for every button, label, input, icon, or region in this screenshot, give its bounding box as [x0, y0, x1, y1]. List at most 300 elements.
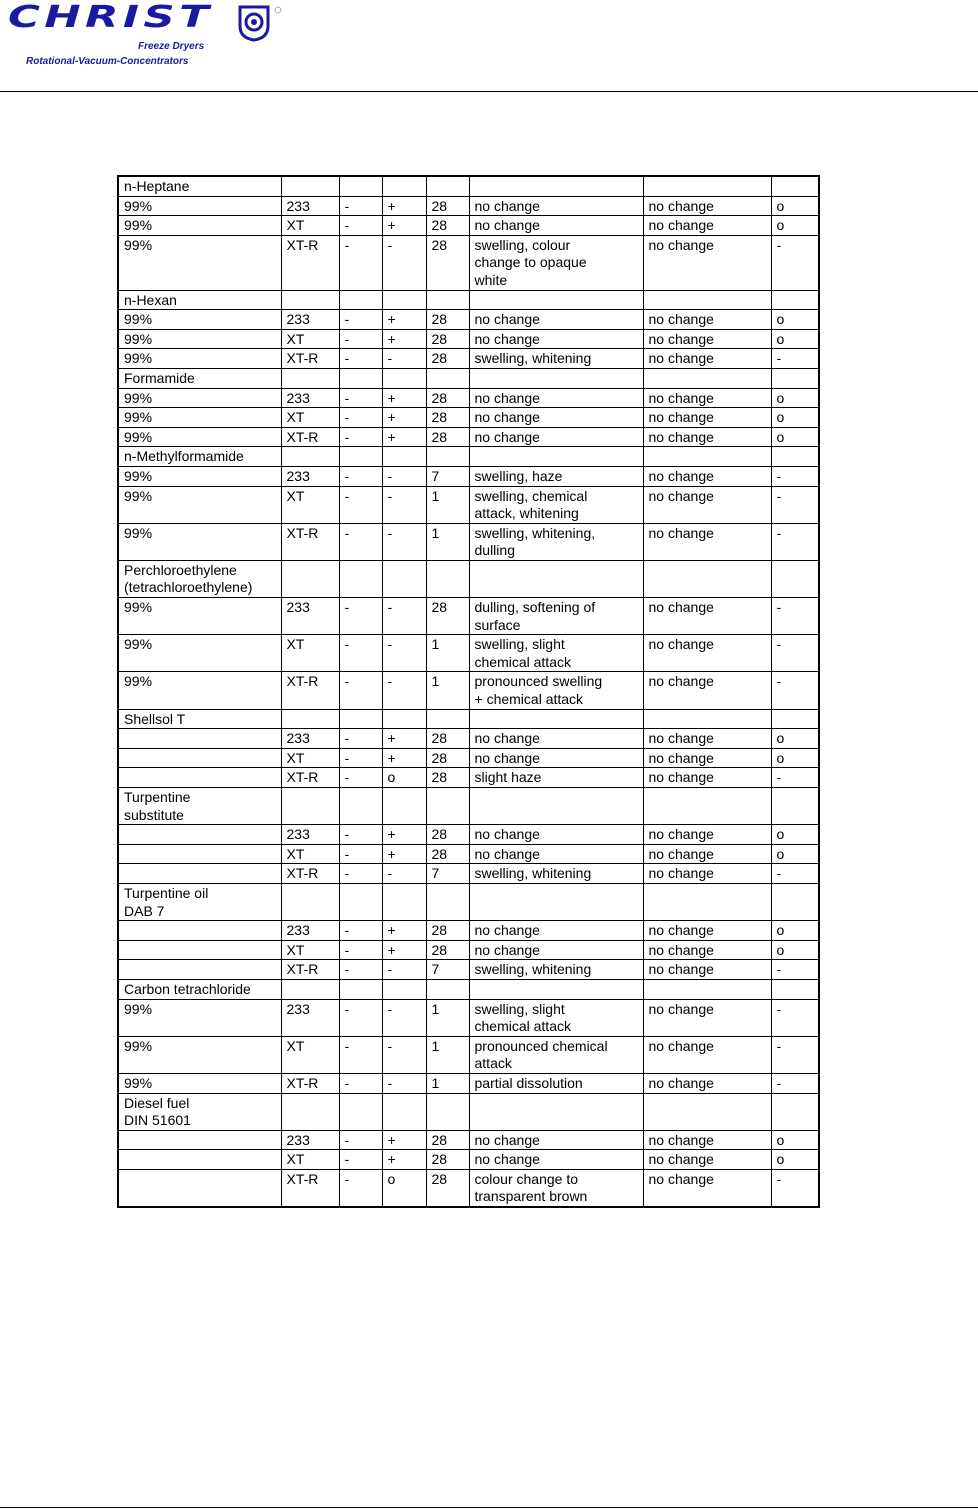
effect-cell: no change: [469, 844, 643, 864]
effect-cell: [469, 560, 643, 597]
table-row: [118, 635, 819, 672]
col4-cell: +: [382, 196, 426, 216]
days-cell: 28: [426, 216, 469, 236]
col4-cell: +: [382, 427, 426, 447]
effect-cell: no change: [469, 408, 643, 428]
substance-cell: [118, 748, 281, 768]
col3-cell: [339, 560, 382, 597]
effect-cell: no change: [469, 921, 643, 941]
chemical-resistance-table: [117, 175, 820, 1208]
material-cell: XT: [281, 408, 339, 428]
substance-cell: 99%: [118, 216, 281, 236]
table-row: [118, 940, 819, 960]
col3-cell: [339, 368, 382, 388]
material-cell: XT: [281, 635, 339, 672]
mechanical-cell: no change: [643, 310, 771, 330]
effect-cell: no change: [469, 216, 643, 236]
col3-cell: -: [339, 349, 382, 369]
days-cell: 28: [426, 748, 469, 768]
substance-header-row: [118, 176, 819, 196]
col3-cell: [339, 709, 382, 729]
rating-cell: [771, 788, 819, 825]
col4-cell: [382, 560, 426, 597]
rating-cell: [771, 883, 819, 920]
substance-cell: 99%: [118, 999, 281, 1036]
mechanical-cell: no change: [643, 1169, 771, 1207]
mechanical-cell: [643, 883, 771, 920]
substance-header-row: [118, 979, 819, 999]
days-cell: [426, 709, 469, 729]
material-cell: XT-R: [281, 960, 339, 980]
substance-cell: [118, 729, 281, 749]
substance-cell: 99%: [118, 408, 281, 428]
col4-cell: +: [382, 1130, 426, 1150]
christ-logo: [6, 2, 286, 72]
substance-header-row: [118, 709, 819, 729]
mechanical-cell: no change: [643, 635, 771, 672]
col3-cell: -: [339, 1150, 382, 1170]
col3-cell: [339, 447, 382, 467]
col3-cell: [339, 1093, 382, 1130]
substance-cell: 99%: [118, 1036, 281, 1073]
days-cell: 28: [426, 844, 469, 864]
effect-cell: [469, 368, 643, 388]
substance-cell: 99%: [118, 598, 281, 635]
col4-cell: +: [382, 825, 426, 845]
rating-cell: -: [771, 768, 819, 788]
material-cell: 233: [281, 1130, 339, 1150]
rating-cell: -: [771, 598, 819, 635]
table-row: [118, 486, 819, 523]
effect-cell: pronounced chemical attack: [469, 1036, 643, 1073]
material-cell: XT-R: [281, 349, 339, 369]
mechanical-cell: no change: [643, 196, 771, 216]
col3-cell: -: [339, 523, 382, 560]
material-cell: 233: [281, 310, 339, 330]
effect-cell: swelling, whitening: [469, 864, 643, 884]
rating-cell: -: [771, 1073, 819, 1093]
substance-header-row: [118, 788, 819, 825]
days-cell: 28: [426, 310, 469, 330]
rating-cell: o: [771, 1130, 819, 1150]
rating-cell: -: [771, 523, 819, 560]
rating-cell: -: [771, 486, 819, 523]
substance-cell: 99%: [118, 310, 281, 330]
material-cell: XT-R: [281, 864, 339, 884]
substance-cell: 99%: [118, 1073, 281, 1093]
col3-cell: -: [339, 486, 382, 523]
col4-cell: [382, 368, 426, 388]
days-cell: 28: [426, 768, 469, 788]
rating-cell: o: [771, 940, 819, 960]
substance-cell: Shellsol T: [118, 709, 281, 729]
rating-cell: o: [771, 748, 819, 768]
material-cell: XT: [281, 216, 339, 236]
col3-cell: -: [339, 408, 382, 428]
table-row: [118, 768, 819, 788]
substance-cell: Turpentine oil DAB 7: [118, 883, 281, 920]
col4-cell: [382, 788, 426, 825]
days-cell: 1: [426, 1036, 469, 1073]
substance-cell: Diesel fuel DIN 51601: [118, 1093, 281, 1130]
effect-cell: no change: [469, 1150, 643, 1170]
mechanical-cell: no change: [643, 748, 771, 768]
mechanical-cell: [643, 447, 771, 467]
rating-cell: o: [771, 329, 819, 349]
col3-cell: [339, 290, 382, 310]
substance-cell: [118, 1130, 281, 1150]
col3-cell: -: [339, 1073, 382, 1093]
days-cell: 28: [426, 1130, 469, 1150]
effect-cell: [469, 1093, 643, 1130]
days-cell: 28: [426, 427, 469, 447]
mechanical-cell: no change: [643, 1073, 771, 1093]
mechanical-cell: no change: [643, 921, 771, 941]
col4-cell: -: [382, 672, 426, 709]
col4-cell: o: [382, 1169, 426, 1207]
effect-cell: [469, 979, 643, 999]
mechanical-cell: no change: [643, 864, 771, 884]
substance-cell: 99%: [118, 427, 281, 447]
table-row: [118, 349, 819, 369]
col3-cell: -: [339, 960, 382, 980]
col4-cell: +: [382, 408, 426, 428]
days-cell: 28: [426, 196, 469, 216]
days-cell: 28: [426, 1150, 469, 1170]
table-row: [118, 466, 819, 486]
col4-cell: [382, 883, 426, 920]
mechanical-cell: [643, 709, 771, 729]
col3-cell: -: [339, 427, 382, 447]
rating-cell: -: [771, 864, 819, 884]
material-cell: XT: [281, 486, 339, 523]
col4-cell: -: [382, 635, 426, 672]
table-row: [118, 844, 819, 864]
footer-divider: [0, 1507, 978, 1508]
effect-cell: swelling, slight chemical attack: [469, 635, 643, 672]
days-cell: [426, 1093, 469, 1130]
effect-cell: swelling, colour change to opaque white: [469, 235, 643, 290]
col3-cell: -: [339, 825, 382, 845]
effect-cell: no change: [469, 427, 643, 447]
rating-cell: -: [771, 999, 819, 1036]
mechanical-cell: [643, 290, 771, 310]
material-cell: [281, 788, 339, 825]
material-cell: 233: [281, 921, 339, 941]
col4-cell: +: [382, 329, 426, 349]
logo-tagline-1: Freeze Dryers: [138, 41, 205, 52]
rating-cell: o: [771, 388, 819, 408]
substance-cell: Formamide: [118, 368, 281, 388]
mechanical-cell: no change: [643, 940, 771, 960]
mechanical-cell: no change: [643, 960, 771, 980]
effect-cell: [469, 709, 643, 729]
mechanical-cell: no change: [643, 825, 771, 845]
substance-header-row: [118, 368, 819, 388]
rating-cell: o: [771, 729, 819, 749]
table-row: [118, 235, 819, 290]
mechanical-cell: [643, 560, 771, 597]
effect-cell: no change: [469, 748, 643, 768]
mechanical-cell: no change: [643, 523, 771, 560]
table-row: [118, 1130, 819, 1150]
substance-header-row: [118, 1093, 819, 1130]
days-cell: [426, 788, 469, 825]
substance-cell: 99%: [118, 486, 281, 523]
col4-cell: o: [382, 768, 426, 788]
col4-cell: -: [382, 864, 426, 884]
days-cell: 1: [426, 999, 469, 1036]
effect-cell: [469, 290, 643, 310]
effect-cell: no change: [469, 825, 643, 845]
mechanical-cell: no change: [643, 408, 771, 428]
material-cell: [281, 560, 339, 597]
col3-cell: [339, 176, 382, 196]
days-cell: 28: [426, 598, 469, 635]
mechanical-cell: [643, 788, 771, 825]
mechanical-cell: no change: [643, 427, 771, 447]
col3-cell: -: [339, 1169, 382, 1207]
table-row: [118, 388, 819, 408]
col4-cell: -: [382, 999, 426, 1036]
col4-cell: +: [382, 1150, 426, 1170]
days-cell: [426, 883, 469, 920]
effect-cell: [469, 176, 643, 196]
substance-cell: 99%: [118, 329, 281, 349]
rating-cell: -: [771, 235, 819, 290]
mechanical-cell: no change: [643, 999, 771, 1036]
logo-brand: CHRIST: [8, 0, 214, 35]
rating-cell: o: [771, 427, 819, 447]
days-cell: 7: [426, 960, 469, 980]
col4-cell: [382, 290, 426, 310]
substance-cell: [118, 864, 281, 884]
col3-cell: -: [339, 388, 382, 408]
col3-cell: -: [339, 748, 382, 768]
material-cell: [281, 368, 339, 388]
table-row: [118, 825, 819, 845]
col4-cell: [382, 176, 426, 196]
mechanical-cell: no change: [643, 598, 771, 635]
table-row: [118, 310, 819, 330]
substance-cell: 99%: [118, 235, 281, 290]
mechanical-cell: no change: [643, 486, 771, 523]
table-row: [118, 921, 819, 941]
mechanical-cell: [643, 1093, 771, 1130]
col4-cell: -: [382, 1073, 426, 1093]
col3-cell: [339, 883, 382, 920]
material-cell: [281, 883, 339, 920]
rating-cell: [771, 979, 819, 999]
col4-cell: -: [382, 1036, 426, 1073]
material-cell: 233: [281, 729, 339, 749]
mechanical-cell: no change: [643, 388, 771, 408]
substance-header-row: [118, 447, 819, 467]
col4-cell: +: [382, 921, 426, 941]
col3-cell: -: [339, 729, 382, 749]
material-cell: XT-R: [281, 427, 339, 447]
mechanical-cell: no change: [643, 1150, 771, 1170]
material-cell: XT: [281, 940, 339, 960]
col4-cell: [382, 447, 426, 467]
days-cell: [426, 368, 469, 388]
days-cell: 28: [426, 235, 469, 290]
material-cell: XT-R: [281, 235, 339, 290]
substance-cell: n-Methylformamide: [118, 447, 281, 467]
col3-cell: -: [339, 921, 382, 941]
rating-cell: o: [771, 825, 819, 845]
days-cell: 28: [426, 349, 469, 369]
col3-cell: -: [339, 635, 382, 672]
rating-cell: o: [771, 310, 819, 330]
effect-cell: swelling, whitening: [469, 349, 643, 369]
rating-cell: o: [771, 216, 819, 236]
col3-cell: -: [339, 999, 382, 1036]
material-cell: 233: [281, 999, 339, 1036]
table-row: [118, 1169, 819, 1207]
effect-cell: no change: [469, 1130, 643, 1150]
substance-cell: [118, 940, 281, 960]
table-row: [118, 408, 819, 428]
material-cell: [281, 176, 339, 196]
effect-cell: swelling, haze: [469, 466, 643, 486]
rating-cell: [771, 709, 819, 729]
days-cell: 7: [426, 466, 469, 486]
table-row: [118, 598, 819, 635]
mechanical-cell: no change: [643, 768, 771, 788]
mechanical-cell: no change: [643, 844, 771, 864]
days-cell: 1: [426, 523, 469, 560]
substance-cell: [118, 1169, 281, 1207]
table-row: [118, 329, 819, 349]
days-cell: 1: [426, 672, 469, 709]
table-body: [118, 176, 819, 1207]
substance-cell: Perchloroethylene (tetrachloroethylene): [118, 560, 281, 597]
rating-cell: o: [771, 196, 819, 216]
days-cell: 1: [426, 1073, 469, 1093]
rating-cell: o: [771, 1150, 819, 1170]
rating-cell: o: [771, 844, 819, 864]
substance-cell: 99%: [118, 388, 281, 408]
substance-cell: n-Hexan: [118, 290, 281, 310]
effect-cell: colour change to transparent brown: [469, 1169, 643, 1207]
table-row: [118, 960, 819, 980]
days-cell: 28: [426, 940, 469, 960]
col4-cell: -: [382, 235, 426, 290]
rating-cell: -: [771, 466, 819, 486]
col4-cell: -: [382, 598, 426, 635]
material-cell: XT: [281, 844, 339, 864]
table-row: [118, 216, 819, 236]
days-cell: [426, 560, 469, 597]
rating-cell: -: [771, 635, 819, 672]
effect-cell: swelling, whitening, dulling: [469, 523, 643, 560]
christ-emblem-icon: [234, 4, 284, 44]
rating-cell: [771, 560, 819, 597]
effect-cell: no change: [469, 310, 643, 330]
material-cell: [281, 290, 339, 310]
table-row: [118, 729, 819, 749]
material-cell: 233: [281, 466, 339, 486]
table-row: [118, 748, 819, 768]
days-cell: 28: [426, 408, 469, 428]
effect-cell: [469, 788, 643, 825]
col4-cell: +: [382, 216, 426, 236]
rating-cell: -: [771, 960, 819, 980]
material-cell: [281, 447, 339, 467]
rating-cell: -: [771, 672, 819, 709]
effect-cell: no change: [469, 940, 643, 960]
effect-cell: swelling, whitening: [469, 960, 643, 980]
effect-cell: dulling, softening of surface: [469, 598, 643, 635]
days-cell: 1: [426, 635, 469, 672]
col4-cell: +: [382, 310, 426, 330]
mechanical-cell: no change: [643, 235, 771, 290]
col3-cell: -: [339, 768, 382, 788]
mechanical-cell: [643, 368, 771, 388]
col3-cell: [339, 788, 382, 825]
col3-cell: -: [339, 196, 382, 216]
material-cell: XT: [281, 1036, 339, 1073]
col4-cell: +: [382, 748, 426, 768]
table-row: [118, 864, 819, 884]
material-cell: 233: [281, 388, 339, 408]
effect-cell: pronounced swelling + chemical attack: [469, 672, 643, 709]
rating-cell: -: [771, 1036, 819, 1073]
col4-cell: -: [382, 486, 426, 523]
days-cell: [426, 447, 469, 467]
effect-cell: slight haze: [469, 768, 643, 788]
col4-cell: -: [382, 960, 426, 980]
material-cell: XT-R: [281, 768, 339, 788]
mechanical-cell: no change: [643, 672, 771, 709]
col4-cell: +: [382, 388, 426, 408]
mechanical-cell: no change: [643, 349, 771, 369]
mechanical-cell: no change: [643, 329, 771, 349]
substance-header-row: [118, 560, 819, 597]
substance-header-row: [118, 883, 819, 920]
material-cell: 233: [281, 196, 339, 216]
substance-cell: [118, 768, 281, 788]
effect-cell: [469, 883, 643, 920]
col3-cell: -: [339, 329, 382, 349]
effect-cell: partial dissolution: [469, 1073, 643, 1093]
rating-cell: [771, 1093, 819, 1130]
col4-cell: [382, 1093, 426, 1130]
col4-cell: +: [382, 940, 426, 960]
col4-cell: -: [382, 349, 426, 369]
material-cell: XT-R: [281, 1169, 339, 1207]
effect-cell: swelling, chemical attack, whitening: [469, 486, 643, 523]
mechanical-cell: [643, 979, 771, 999]
substance-cell: 99%: [118, 466, 281, 486]
col3-cell: -: [339, 1130, 382, 1150]
material-cell: 233: [281, 598, 339, 635]
col3-cell: -: [339, 940, 382, 960]
substance-cell: [118, 825, 281, 845]
days-cell: 28: [426, 1169, 469, 1207]
material-cell: XT-R: [281, 523, 339, 560]
substance-cell: [118, 921, 281, 941]
days-cell: 28: [426, 729, 469, 749]
substance-cell: 99%: [118, 635, 281, 672]
substance-cell: 99%: [118, 523, 281, 560]
col4-cell: [382, 979, 426, 999]
rating-cell: o: [771, 408, 819, 428]
col3-cell: -: [339, 216, 382, 236]
substance-cell: Turpentine substitute: [118, 788, 281, 825]
mechanical-cell: no change: [643, 729, 771, 749]
